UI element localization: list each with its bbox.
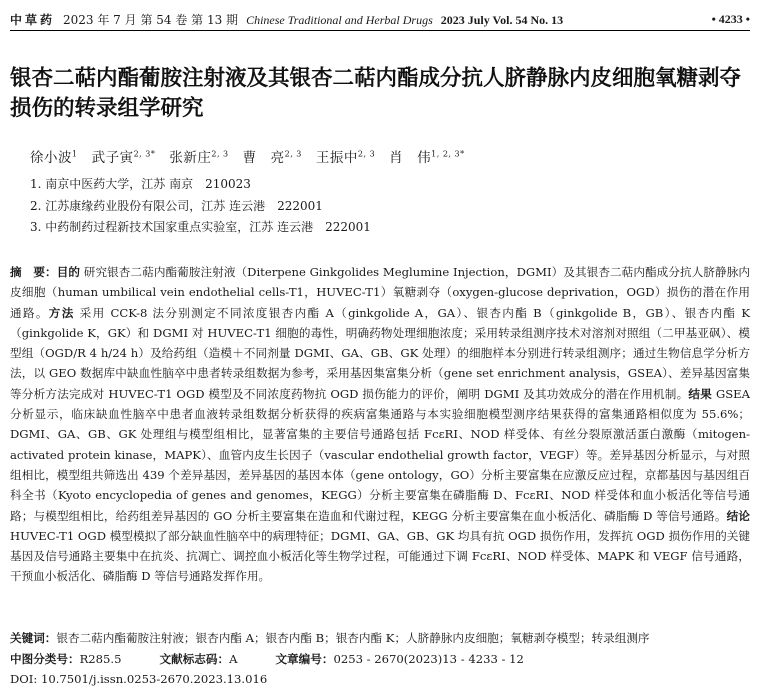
keywords-text: 银杏二萜内酯葡胺注射液；银杏内酯 A；银杏内酯 B；银杏内酯 K；人脐静脉内皮细胞；氧糖剥夺模型；转录组测序 [56,631,650,645]
author: 曹 亮$^{2, 3}$ [242,149,302,166]
clc: 中图分类号：R285.5 [10,651,122,666]
author: 肖 伟$^{1, 2, 3*}$ [389,149,465,166]
conclusion-label: 结论 [726,508,750,523]
article-title: 银杏二萜内酯葡胺注射液及其银杏二萜内酯成分抗人脐静脉内皮细胞氧糖剥夺损伤的转录组学研究 [10,66,742,121]
result-label: 结果 [688,386,713,401]
author: 张新庄$^{2, 3}$ [169,149,229,166]
keywords-label: 关键词： [10,631,57,645]
affiliation: 3. 中药制药过程新技术国家重点实验室，江苏 连云港 222001 [30,220,371,234]
affiliation: 1. 南京中医药大学，江苏 南京 210023 [30,177,251,191]
method-text: 采用 CCK-8 法分别测定不同浓度银杏内酯 A（ginkgolide A，GA）、银杏内酯 B（ginkgolide B，GB）、银杏内酯 K（ginkgolide K，GK）和 DGMI 对 HUVEC-T1 细胞的毒性，明确药物处理细胞浓度；采用转录组测序技术对溶剂对照组（二甲基亚砜）、模型组（OGD/R 4 h/24 h）及给药组（造模＋不同剂量 DGMI、GA、GB、GK 处理）的细胞样本分别进行转录组测序；通过生物信息学分析方法，以 GEO 数据库中缺血性脑卒中患者转录组数据为参考，采用基因集富集分析（gene set enrichment analysis，GSEA）、差异基因富集等分析方法完成对 HUVEC-T1 OGD 模型及不同浓度药物抗 OGD 损伤能力的评价，阐明 DGMI 及其功效成分的潜在作用机制。 [10,305,750,401]
affiliation: 2. 江苏康缘药业股份有限公司，江苏 连云港 222001 [30,198,323,213]
page-number: • 4233 • [711,11,750,26]
doi: DOI: 10.7501/j.issn.0253-2670.2023.13.016 [10,672,268,687]
journal-name-en: Chinese Traditional and Herbal Drugs [246,12,433,27]
author: 王振中$^{2, 3}$ [315,149,376,166]
page-header [10,8,750,31]
objective-text: 研究银杏二萜内酯葡胺注射液（Diterpene Ginkgolides Meglumine Injection，DGMI）及其银杏二萜内酯成分抗人脐静脉内皮细胞（human umbilical vein endothelial cells-T1，HUVEC-T1）氧糖剥夺（oxygen-glucose deprivation，OGD）损伤的潜在作用通路。 [10,265,750,320]
article-meta [10,628,750,690]
issue-cn: 2023 年 7 月 第 54 卷 第 13 期 [63,12,239,27]
author: 徐小波$^1$ [30,149,78,166]
article-number: 文章编号：0253 - 2670(2023)13 - 4233 - 12 [275,651,524,666]
objective-label: 目的 [56,265,81,279]
abstract-label: 摘 要： [10,265,57,279]
method-label: 方法 [48,305,75,320]
keywords [10,628,750,649]
result-text: GSEA 分析显示，临床缺血性脑卒中患者血液转录组数据分析获得的疾病富集通路与本实验细胞模型测序结果获得的富集通路相似度为 55.6%；DGMI、GA、GB、GK 处理组与模型组相比，显著富集的主要信号通路包括 FcεRI、NOD 样受体、有丝分裂原激活蛋白激酶（mitogen-activated protein kinase，MAPK）、血管内皮生长因子（vascular endothelial growth factor，VEGF）等。差异基因分析显示，与对照组相比，模型组共筛选出 439 个差异基因，差异基因的基因本体（gene ontology，GO）分析主要富集在应激反应过程，京都基因与基因组百科全书（Kyoto encyclopedia of genes and genomes，KEGG）分析主要富集在磷脂酶 D、FcεRI、NOD 样受体和血小板活化等信号通路；与模型组相比，给药组差异基因的 GO 分析主要富集在造血和代谢过程，KEGG 分析主要富集在血小板活化、磷脂酶 D 等信号通路。 [10,386,750,523]
affiliation-list [30,174,371,239]
conclusion-text: HUVEC-T1 OGD 模型模拟了部分缺血性脑卒中的病理特征；DGMI、GA、GB、GK 均具有抗 OGD 损伤作用，发挥抗 OGD 损伤作用的关键基因及信号通路主要集中在抗炎、抗凋亡、调控血小板活化等生物学过程，可能通过下调 FcεRI、NOD 样受体、MAPK 和 VEGF 信号通路，干预血小板活化、磷脂酶 D 等信号通路发挥作用。 [10,528,750,584]
doc-code: 文献标志码：A [159,651,238,666]
author-list [30,146,465,166]
journal-name-cn: 中草药 [10,12,56,27]
issue-en: 2023 July Vol. 54 No. 13 [440,12,564,27]
author: 武子寅$^{2, 3*}$ [91,149,156,166]
header-left [10,11,563,28]
abstract [10,262,750,587]
classification-row [10,649,750,670]
